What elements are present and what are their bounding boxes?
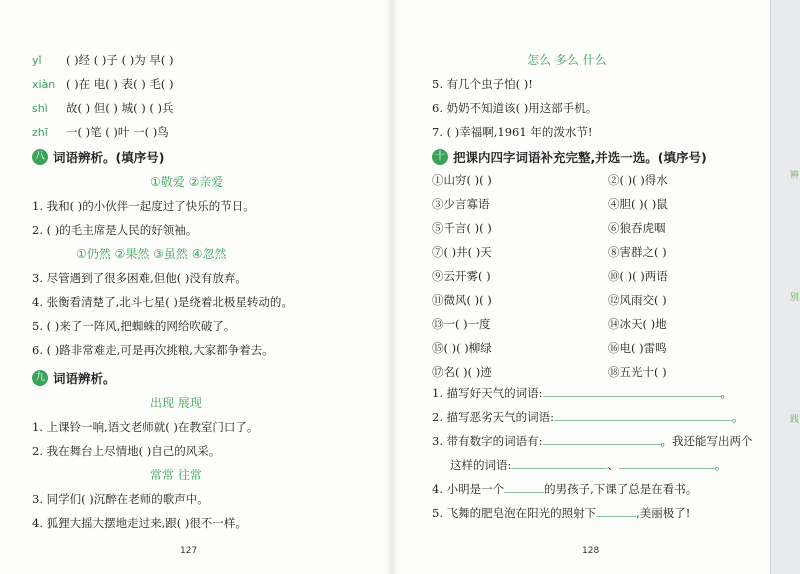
word-options: ①敬爱 ②亲爱 [150, 175, 224, 189]
word-options: 出现 展现 [150, 396, 202, 410]
page-edge [770, 0, 800, 574]
section-title: 词语辨析。(填序号) [53, 150, 165, 165]
idiom-item: ⑩( )( )两语 [608, 269, 668, 283]
idiom-item: ⑬一( )一度 [432, 317, 491, 331]
idiom-item: ①山穷( )( ) [432, 173, 492, 187]
pinyin-row [32, 76, 173, 93]
question: 4. 张衡看清楚了,北斗七星( )是绕着北极星转动的。 [32, 295, 293, 309]
question: 2. ( )的毛主席是人民的好领袖。 [32, 223, 198, 237]
pinyin-blanks: ( )经 ( )子 ( )为 早( ) [66, 53, 174, 67]
word-options: ①仍然 ②果然 ③虽然 ④忽然 [76, 247, 227, 261]
edge-tab-1: 辨 [790, 171, 800, 181]
fill-question [432, 384, 732, 401]
answer-line [511, 456, 607, 469]
answer-line [504, 480, 544, 493]
answer-line [543, 432, 661, 445]
pinyin-blanks: ( )在 电( ) 表( ) 毛( ) [66, 77, 174, 91]
question-text: 这样的词语: [450, 458, 512, 472]
pinyin-label: xiàn [32, 78, 56, 91]
question: 2. 我在舞台上尽情地( )自己的风采。 [32, 444, 221, 458]
section-9-header [32, 369, 116, 387]
pinyin-row [32, 52, 173, 69]
period: 。 [732, 410, 744, 424]
right-page [392, 0, 770, 574]
question-text: 1. 描写好天气的词语: [432, 386, 543, 400]
answer-line [554, 408, 732, 421]
left-page [0, 0, 392, 574]
fill-question: 这样的词语: 、 。 [450, 458, 727, 472]
question: 5. 有几个虫子怕( )! [432, 77, 533, 91]
answer-line [543, 384, 721, 397]
answer-line [619, 456, 715, 469]
question: 3. 尽管遇到了很多困难,但他( )没有放弃。 [32, 271, 247, 285]
section-badge: 八 [32, 149, 48, 165]
question: 1. 上课铃一响,语文老师就( )在教室门口了。 [32, 420, 259, 434]
question-text: 3. 带有数字的词语有: [432, 434, 543, 448]
pinyin-label: yǐ [32, 54, 42, 67]
pinyin-row [32, 100, 173, 117]
pinyin-blanks: 故( ) 但( ) 城( ) ( )兵 [66, 101, 174, 115]
idiom-item: ⑥狼吞虎咽 [608, 221, 666, 235]
idiom-item: ⑧害群之( ) [608, 245, 667, 259]
idiom-item: ⑯电( )雷鸣 [608, 341, 667, 355]
idiom-item: ③少言寡语 [432, 197, 490, 211]
edge-tab-3: 践 [790, 415, 800, 425]
idiom-item: ⑤千言( )( ) [432, 221, 492, 235]
idiom-item: ④胆( )( )鼠 [608, 197, 668, 211]
idiom-item: ⑪微风( )( ) [432, 293, 492, 307]
page-number: 128 [582, 546, 600, 556]
word-options: 怎么 多么 什么 [527, 53, 607, 67]
question-text: 2. 描写恶劣天气的词语: [432, 410, 555, 424]
period: 。 [714, 458, 727, 472]
pinyin-label: zhī [32, 126, 48, 139]
question-text: 。我还能写出两个 [660, 434, 753, 448]
question: 7. ( )幸福啊,1961 年的泼水节! [432, 125, 593, 139]
pinyin-label: shì [32, 102, 48, 115]
question: 1. 我和( )的小伙伴一起度过了快乐的节日。 [32, 199, 255, 213]
idiom-item: ⑦( )井( )天 [432, 245, 492, 259]
fill-question [432, 432, 753, 449]
page-number: 127 [180, 546, 198, 556]
period: 。 [720, 386, 733, 400]
section-10-header [432, 148, 707, 166]
question-text: ,美丽极了! [636, 506, 691, 520]
section-8-header [32, 148, 164, 166]
pinyin-row [32, 124, 169, 141]
question: 3. 同学们( )沉醉在老师的歌声中。 [32, 492, 209, 506]
section-title: 把课内四字词语补充完整,并选一选。(填序号) [453, 150, 707, 165]
idiom-item: ⑭冰天( )地 [608, 317, 667, 331]
question-text: 5. 飞舞的肥皂泡在阳光的照射下 [432, 506, 597, 520]
answer-line [596, 504, 636, 517]
idiom-item: ②( )( )得水 [608, 173, 668, 187]
question-text: 4. 小明是一个 [432, 482, 505, 496]
question: 6. ( )路非常难走,可是再次挑粮,大家都争着去。 [32, 343, 274, 357]
question: 4. 狐狸大摇大摆地走过来,跟( )很不一样。 [32, 516, 247, 530]
idiom-item: ⑮( )( )柳绿 [432, 341, 492, 355]
edge-tab-2: 别 [790, 293, 800, 303]
fill-question [432, 504, 690, 521]
idiom-item: ⑱五光十( ) [608, 365, 667, 379]
question-text: 的男孩子,下课了总是在看书。 [544, 482, 698, 496]
pinyin-blanks: 一( )笔 ( )叶 一( )鸟 [66, 125, 169, 139]
section-badge: 九 [32, 370, 48, 386]
word-options: 常常 往常 [150, 468, 202, 482]
idiom-item: ⑰名( )( )迹 [432, 365, 492, 379]
idiom-item: ⑨云开雾( ) [432, 269, 491, 283]
section-title: 词语辨析。 [53, 371, 116, 386]
question: 6. 奶奶不知道该( )用这部手机。 [432, 101, 598, 115]
fill-question [432, 480, 697, 497]
question: 5. ( )来了一阵风,把蜘蛛的网给吹破了。 [32, 319, 236, 333]
section-badge: 十 [432, 149, 448, 165]
fill-question [432, 408, 744, 425]
idiom-item: ⑫风雨交( ) [608, 293, 667, 307]
